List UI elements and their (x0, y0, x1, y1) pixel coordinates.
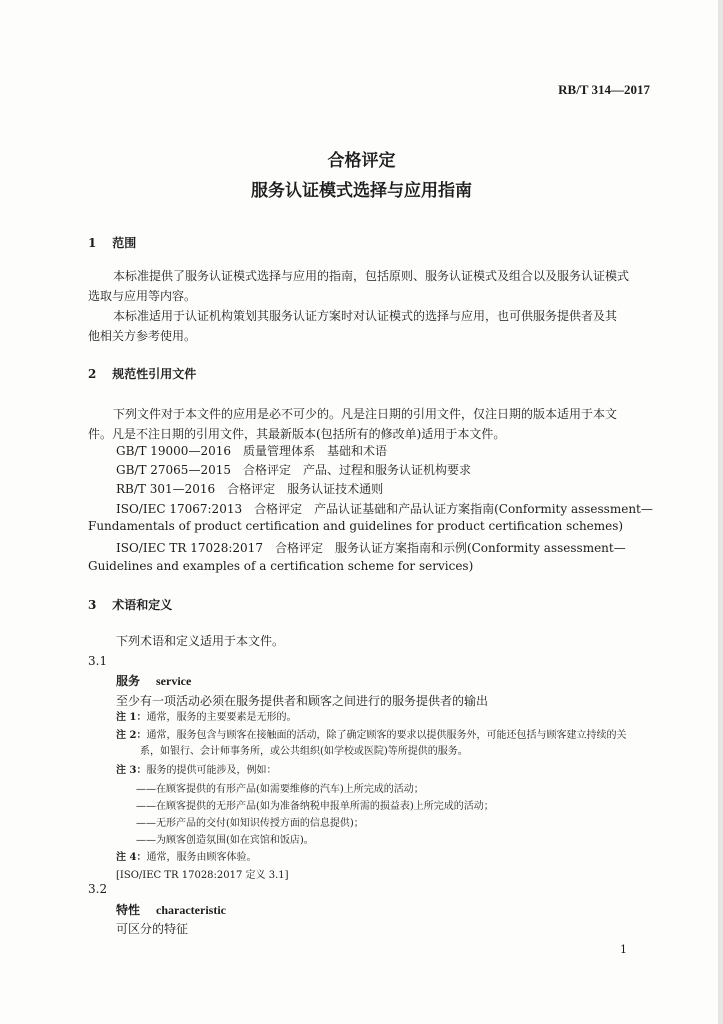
section-number: 3 (88, 598, 97, 612)
term-definition: 可区分的特征 (116, 922, 189, 936)
note-label: 注 3： (116, 765, 147, 776)
terms-intro: 下列术语和定义适用于本文件。 (116, 634, 285, 648)
note-label: 注 2： (116, 730, 147, 741)
term-english: service (156, 674, 192, 688)
note-text: 通常，服务由顾客体验。 (146, 852, 257, 863)
note-label: 注 1： (116, 712, 147, 723)
title-line-1: 合格评定 (327, 151, 396, 171)
reference-item-4-line-2: Fundamentals of product certification and guidelines for product certification schemes) (88, 519, 624, 533)
section-title: 范围 (112, 236, 137, 250)
note-label: 注 4： (116, 852, 147, 863)
reference-item: GB/T 27065—2015 合格评定 产品、过程和服务认证机构要求 (116, 463, 471, 477)
note-3-list-item: ——为顾客创造氛围(如在宾馆和饭店)。 (136, 835, 314, 846)
note-3-list-item: ——在顾客提供的无形产品(如为准备纳税申报单所需的损益表)上所完成的活动； (136, 801, 494, 812)
document-code: RB/T 314—2017 (558, 82, 650, 97)
title-line-2: 服务认证模式选择与应用指南 (251, 181, 472, 201)
section-1-heading (88, 234, 136, 251)
note-text: 通常，服务的主要要素是无形的。 (146, 712, 297, 723)
reference-item: RB/T 301—2016 合格评定 服务认证技术通则 (116, 482, 384, 496)
refs-intro-line-1: 下列文件对于本文件的应用是必不可少的。凡是注日期的引用文件，仅注日期的版本适用于本文 (113, 407, 618, 421)
note-4 (116, 849, 656, 867)
term-heading (116, 901, 226, 918)
term-chinese: 特性 (116, 903, 141, 917)
note-3-list-item: ——无形产品的交付(如知识传授方面的信息提供)； (136, 818, 364, 829)
term-heading (116, 672, 191, 689)
reference-item-4-line-1: ISO/IEC 17067:2013 合格评定 产品认证基础和产品认证方案指南(Conformity assessment— (116, 502, 653, 516)
note-3-list-item: ——在顾客提供的有形产品(如需要维修的汽车)上所完成的活动； (136, 784, 424, 795)
note-text: 服务的提供可能涉及，例如： (146, 765, 277, 776)
section-3-heading (88, 596, 172, 613)
term-definition: 至少有一项活动必须在服务提供者和顾客之间进行的服务提供者的输出 (116, 694, 489, 708)
note-2-continuation: 系，如银行、会计师事务所，或公共组织(如学校或医院)等所提供的服务。 (140, 746, 468, 757)
page-number: 1 (620, 943, 627, 956)
definition-source: [ISO/IEC TR 17028:2017 定义 3.1] (116, 870, 289, 881)
scope-para-1-line-1: 本标准提供了服务认证模式选择与应用的指南，包括原则、服务认证模式及组合以及服务认证模式 (113, 269, 630, 283)
section-number: 1 (88, 236, 97, 250)
reference-item-5-line-1: ISO/IEC TR 17028:2017 合格评定 服务认证方案指南和示例(Conformity assessment— (116, 541, 626, 555)
section-title: 规范性引用文件 (112, 367, 197, 381)
note-1 (116, 709, 656, 727)
section-title: 术语和定义 (112, 598, 173, 612)
refs-intro-line-2: 件。凡是不注日期的引用文件，其最新版本(包括所有的修改单)适用于本文件。 (88, 427, 506, 441)
reference-item-5-line-2: Guidelines and examples of a certification scheme for services) (88, 559, 474, 573)
clause-number: 3.2 (88, 882, 108, 896)
clause-number: 3.1 (88, 654, 108, 668)
scope-para-2-line-1: 本标准适用于认证机构策划其服务认证方案时对认证模式的选择与应用，也可供服务提供者及其 (113, 309, 618, 323)
note-3 (116, 762, 656, 780)
note-text-line-1: 通常，服务包含与顾客在接触面的活动，除了确定顾客的要求以提供服务外，可能还包括与顾客建立持续的关 (146, 730, 627, 741)
section-number: 2 (88, 367, 97, 381)
section-2-heading (88, 365, 196, 382)
term-chinese: 服务 (116, 674, 141, 688)
term-english: characteristic (156, 903, 226, 917)
scope-para-2-line-2: 他相关方参考使用。 (88, 329, 197, 343)
reference-item: GB/T 19000—2016 质量管理体系 基础和术语 (116, 444, 387, 458)
scope-para-1-line-2: 选取与应用等内容。 (88, 289, 197, 303)
